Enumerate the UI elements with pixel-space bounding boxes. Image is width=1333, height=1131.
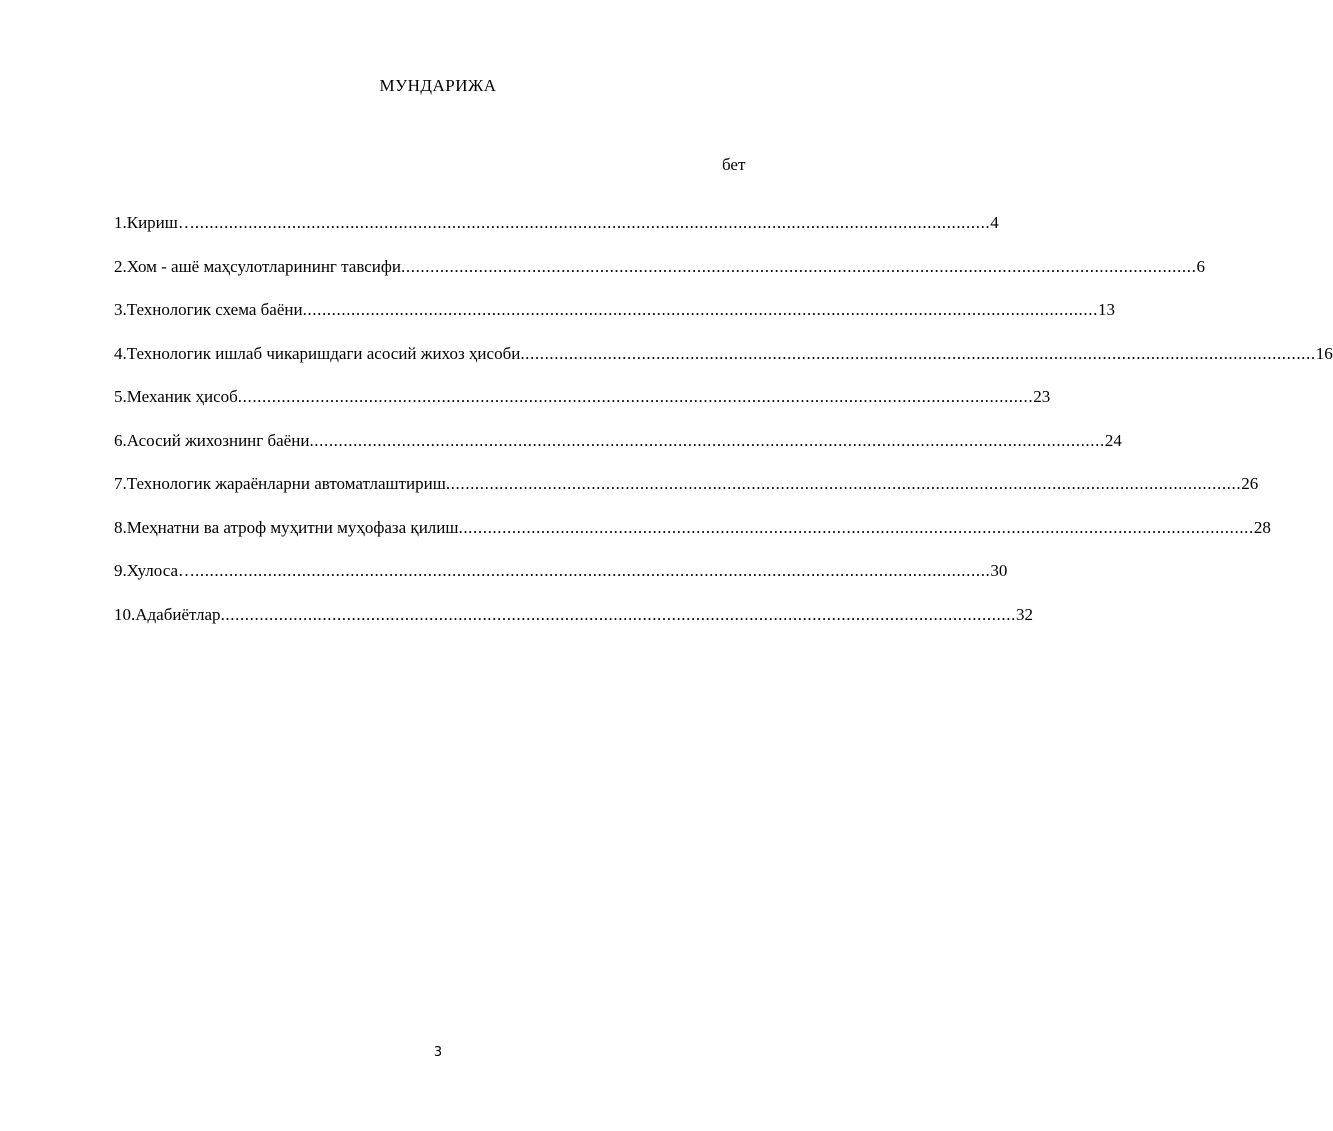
toc-entry-number: 9. (114, 561, 127, 580)
toc-entry (114, 386, 1051, 408)
toc-entry-page: 24 (1104, 431, 1122, 450)
page-title: МУНДАРИЖА (379, 76, 497, 95)
toc-entry (114, 256, 1205, 278)
toc-entry-title: Технологик жараёнларни автоматлаштириш (126, 474, 446, 493)
toc-entry-number: 7. (114, 474, 127, 493)
toc-entry-title: Хом - ашё маҳсулотларининг тавсифи (126, 257, 402, 276)
toc-dot-leader: .................................................................................................................................................................... (458, 518, 1254, 537)
toc-entry-page: 32 (1015, 605, 1033, 624)
toc-entry-title: Адабиётлар (135, 605, 221, 624)
toc-entry (114, 212, 999, 234)
toc-entry-title: Асосий жихознинг баёни (126, 431, 310, 450)
toc-entry-title: Хулоса… (126, 561, 195, 580)
toc-dot-leader: .................................................................................................................................................................... (309, 431, 1105, 450)
toc-dot-leader: .................................................................................................................................................................... (194, 213, 991, 232)
toc-entry-number: 6. (114, 431, 127, 450)
toc-dot-leader: .................................................................................................................................................................... (195, 561, 991, 580)
toc-entry-number: 1. (114, 213, 127, 232)
toc-entry-number: 3. (114, 300, 127, 319)
toc-entry-page: 6 (1196, 257, 1205, 276)
toc-dot-leader: .................................................................................................................................................................... (445, 474, 1242, 493)
toc-dot-leader: .................................................................................................................................................................... (401, 257, 1197, 276)
toc-entry (114, 517, 1271, 539)
toc-entry-number: 10. (114, 605, 136, 624)
toc-entry (114, 473, 1259, 495)
toc-entry-title: Технологик схема баёни (126, 300, 303, 319)
toc-entry-page: 4 (990, 213, 999, 232)
toc-entry (114, 430, 1122, 452)
toc-entry-page: 26 (1241, 474, 1259, 493)
toc-entry (114, 560, 1008, 582)
toc-entry-title: Технологик ишлаб чикаришдаги асосий жихоз ҳисоби (126, 344, 521, 363)
toc-entry-page: 28 (1253, 518, 1271, 537)
toc-entry-number: 8. (114, 518, 127, 537)
toc-entry-page: 23 (1033, 387, 1051, 406)
toc-dot-leader: .................................................................................................................................................................... (220, 605, 1016, 624)
page-number: 3 (433, 1045, 443, 1060)
toc-entry-page: 16 (1315, 344, 1333, 363)
toc-entry-page: 13 (1097, 300, 1115, 319)
toc-entry (114, 343, 1333, 365)
toc-dot-leader: .................................................................................................................................................................... (302, 300, 1098, 319)
toc-entry-page: 30 (990, 561, 1008, 580)
toc-entry-number: 2. (114, 257, 127, 276)
toc-entry-title: Кириш… (126, 213, 195, 232)
toc-dot-leader: .................................................................................................................................................................... (520, 344, 1316, 363)
toc-entry (114, 299, 1115, 321)
toc-entry-number: 5. (114, 387, 127, 406)
page-column-label: бет (722, 155, 746, 174)
toc-entry-number: 4. (114, 344, 127, 363)
toc-entry-title: Меҳнатни ва атроф муҳитни муҳофаза қилиш (126, 518, 459, 537)
toc-entry-title: Механик ҳисоб (126, 387, 238, 406)
toc-dot-leader: .................................................................................................................................................................... (237, 387, 1034, 406)
toc-entry (114, 604, 1033, 626)
